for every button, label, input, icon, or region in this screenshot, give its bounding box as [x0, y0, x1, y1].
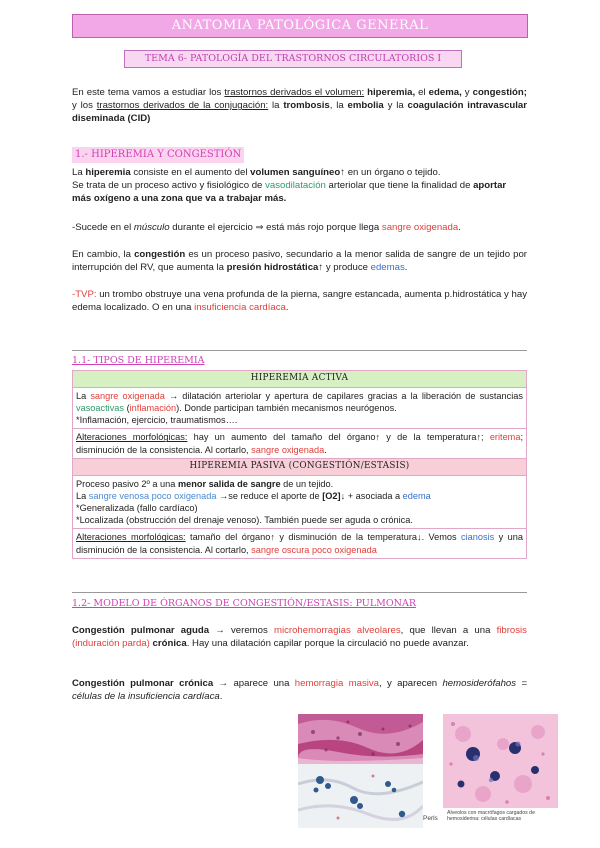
text: edema	[402, 490, 431, 501]
table-row-pasiva-morphology	[73, 529, 527, 558]
text: *Localizada (obstrucción del drenaje venoso). También puede ser aguda o crónica.	[76, 515, 413, 526]
text: consiste en el aumento del	[130, 167, 251, 178]
text: → aparece una	[213, 678, 295, 689]
text: ↑ y produce	[318, 262, 371, 274]
text: La	[76, 490, 89, 501]
topic-subtitle: TEMA 6- PATOLOGÍA DEL TRASTORNOS CIRCULATORIOS I	[144, 53, 442, 65]
hiperemia-paragraph	[72, 166, 527, 206]
text: cianosis	[461, 532, 495, 543]
text: y los	[72, 100, 97, 112]
text: volumen sanguíneo	[250, 167, 341, 178]
divider	[72, 350, 527, 351]
text: -Sucede en el	[72, 222, 134, 233]
text: . Hay una dilatación capilar porque la circulació no puede avanzar.	[186, 638, 469, 650]
tvp-paragraph	[72, 288, 527, 314]
text: la	[268, 100, 284, 112]
text: .	[285, 302, 289, 314]
text: →se reduce el aporte de	[216, 490, 323, 501]
text: vasodilatación	[265, 180, 326, 192]
text: músculo	[133, 222, 170, 233]
histology-image-perls-stain	[298, 764, 423, 828]
text: hiperemia	[85, 167, 131, 178]
text: durante el ejercicio ⇒ está más rojo porque llega	[169, 222, 382, 233]
document-title-banner	[72, 14, 528, 38]
text: trastornos derivados de la conjugación:	[96, 100, 269, 112]
document-title: ANATOMIA PATOLÓGICA GENERAL	[171, 18, 429, 34]
text: *Generalizada (fallo cardíaco)	[76, 503, 198, 514]
text: inflamación	[129, 402, 177, 413]
text: fibrosis (induración parda)	[72, 625, 527, 650]
congestion-paragraph	[72, 248, 527, 274]
text: sangre oscura poco oxigenada	[251, 544, 377, 555]
text: sangre oxigenada	[251, 444, 325, 455]
text: crónica	[152, 638, 187, 650]
text: de un tejido.	[280, 478, 334, 489]
text: congestión;	[472, 87, 527, 98]
histology-image-hemosiderophages	[443, 714, 558, 808]
text: .	[324, 444, 327, 455]
text: Alteraciones morfológicas:	[76, 532, 186, 543]
text: edemas	[370, 262, 405, 274]
text: hemosiderófahos = células de la insuficiencia cardíaca	[72, 678, 527, 703]
text: y una disminución de la consistencia. Al cortarlo,	[76, 532, 523, 555]
musculo-example	[72, 221, 527, 234]
text: [O2]	[322, 490, 341, 501]
text: , que llevan a una	[400, 625, 497, 636]
text: Proceso pasivo 2º a una	[76, 478, 178, 489]
text: coagulación intravascular diseminada (CID)	[72, 100, 527, 125]
text: En cambio, la	[72, 249, 135, 260]
table-row-activa-morphology	[73, 429, 527, 458]
text: congestión	[134, 249, 186, 260]
text: y la	[383, 100, 408, 112]
intro-paragraph	[72, 86, 527, 126]
topic-subtitle-banner	[124, 50, 462, 68]
text: y	[461, 87, 473, 98]
text: eritema	[489, 432, 521, 443]
text: arteriolar que tiene la finalidad de	[325, 180, 474, 192]
text: es un proceso pasivo, secundario a la menor salida de sangre de un tejido por interrupción del RV, que aumenta la	[72, 249, 527, 274]
table-row-pasiva-description	[73, 475, 527, 529]
table-header-activa: HIPEREMIA ACTIVA	[73, 371, 527, 388]
text: .	[404, 262, 408, 274]
text: -TVP:	[72, 289, 97, 300]
text: hay un aumento del tamaño del órgano↑ y de la temperatura↑;	[187, 432, 490, 443]
text: Alteraciones morfológicas:	[76, 432, 188, 443]
text: aportar más oxígeno a una zona que va a trabajar más.	[72, 180, 507, 205]
text: menor salida de sangre	[177, 478, 281, 489]
perls-label: Perls	[423, 815, 438, 822]
text: ). Donde participan también mecanismos neurógenos.	[176, 402, 397, 413]
text: → veremos	[209, 625, 274, 636]
text: , la	[329, 100, 348, 112]
text: sangre oxigenada	[381, 222, 459, 233]
table-row-activa-description	[73, 387, 527, 429]
section-heading-1-2: 1.2- MODELO DE ÓRGANOS DE CONGESTIÓN/ESTASIS: PULMONAR	[72, 598, 416, 609]
text: → dilatación arteriolar y apertura de capilares gracias a la liberación de sustancias	[164, 390, 523, 401]
text: insuficiencia cardíaca	[194, 302, 286, 314]
text: ↓ + asociada a	[340, 490, 403, 501]
text: el	[415, 87, 429, 98]
text: .	[458, 222, 461, 233]
text: ; disminución de la consistencia. Al cortarlo,	[76, 432, 524, 455]
text: presión hidrostática	[226, 262, 319, 274]
text: Congestión pulmonar aguda	[72, 625, 210, 636]
text: vasoactivas	[76, 402, 125, 413]
text: trombosis	[283, 100, 330, 112]
text: sangre venosa poco oxigenada	[88, 490, 217, 501]
text: , y aparecen	[379, 678, 443, 689]
text: ↑ en un órgano o tejido.	[340, 167, 441, 178]
text: sangre oxigenada	[90, 390, 165, 401]
text: tamaño del órgano↑ y disminución de la temperatura↓. Vemos	[185, 532, 462, 543]
text: un trombo obstruye una vena profunda de la pierna, sangre estancada, aumenta p.hidrostática y hay edema localizado. O en una	[72, 289, 527, 314]
text: edema,	[428, 87, 462, 98]
text: En este tema vamos a estudiar los	[72, 87, 225, 98]
figure-caption: Alveolos con macrófagos cargados de hemosiderina: células cardíacas	[447, 810, 535, 823]
histology-image-hemorrhage	[298, 714, 423, 764]
hiperemia-types-table	[72, 370, 527, 559]
divider	[72, 592, 527, 593]
table-header-pasiva: HIPEREMIA PASIVA (CONGESTIÓN/ESTASIS)	[73, 458, 527, 475]
text: trastornos derivados el volumen:	[224, 87, 365, 98]
text: La	[72, 167, 86, 178]
text: Congestión pulmonar crónica	[72, 678, 214, 689]
section-heading-1-1: 1.1- TIPOS DE HIPEREMIA	[72, 355, 205, 366]
text: *Inflamación, ejercicio, traumatismos….	[76, 415, 238, 426]
text: embolia	[347, 100, 384, 112]
text: hiperemia,	[364, 87, 416, 98]
section-heading-1: 1.- HIPEREMIA Y CONGESTIÓN	[72, 147, 244, 163]
text: microhemorragias alveolares	[273, 625, 401, 636]
chronic-congestion-paragraph	[72, 677, 527, 703]
text: hemorragia masiva	[294, 678, 380, 689]
text: (	[124, 402, 130, 413]
acute-congestion-paragraph	[72, 624, 527, 650]
text: La	[76, 390, 91, 401]
text: .	[219, 691, 223, 703]
text: Se trata de un proceso activo y fisiológico de	[72, 180, 266, 192]
